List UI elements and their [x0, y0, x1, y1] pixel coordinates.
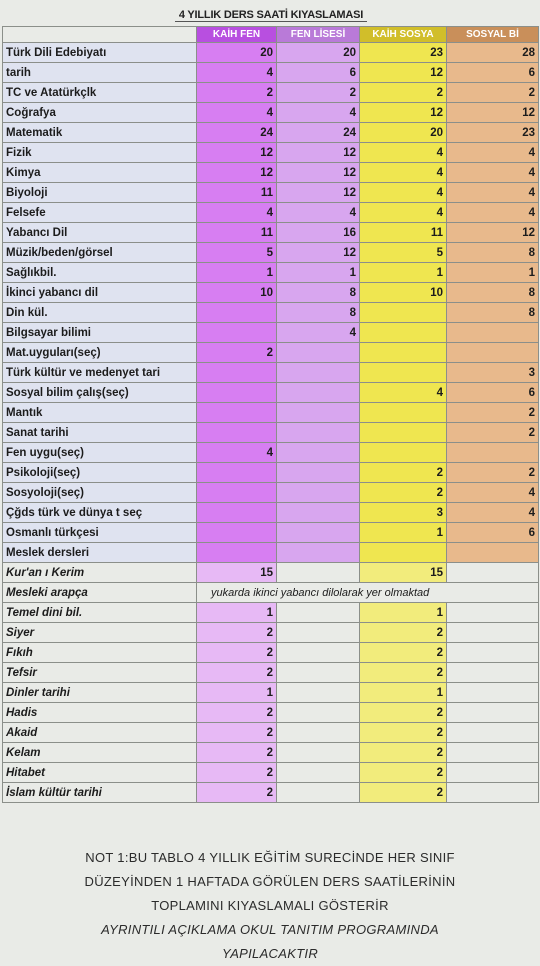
hours-fen-lisesi — [277, 523, 360, 543]
hours-sosyal-bilimler — [447, 743, 539, 763]
course-name: Din kül. — [3, 303, 197, 323]
hours-sosyal-bilimler: 12 — [447, 223, 539, 243]
hours-sosyal-bilimler — [447, 643, 539, 663]
hours-fen-lisesi — [277, 463, 360, 483]
table-row — [3, 183, 539, 203]
spreadsheet — [2, 4, 540, 846]
table-row — [3, 103, 539, 123]
hours-fen-lisesi: 2 — [277, 83, 360, 103]
hours-sosyal-bilimler: 8 — [447, 283, 539, 303]
hours-sosyal-bilimler — [447, 723, 539, 743]
table-row — [3, 583, 539, 603]
hours-kaih-fen: 2 — [197, 623, 277, 643]
hours-kaih-sosyal — [360, 543, 447, 563]
table-row — [3, 483, 539, 503]
course-name: Sanat tarihi — [3, 423, 197, 443]
hours-sosyal-bilimler — [447, 703, 539, 723]
table-row — [3, 723, 539, 743]
hours-sosyal-bilimler: 4 — [447, 503, 539, 523]
hours-kaih-sosyal: 23 — [360, 43, 447, 63]
hours-kaih-sosyal: 2 — [360, 83, 447, 103]
hours-kaih-fen: 2 — [197, 763, 277, 783]
hours-sosyal-bilimler — [447, 443, 539, 463]
hours-kaih-sosyal: 2 — [360, 643, 447, 663]
hours-kaih-sosyal: 1 — [360, 263, 447, 283]
hours-fen-lisesi — [277, 403, 360, 423]
course-name: Fıkıh — [3, 643, 197, 663]
hours-kaih-sosyal: 2 — [360, 703, 447, 723]
table-row — [3, 223, 539, 243]
course-name: Kelam — [3, 743, 197, 763]
hours-kaih-sosyal: 2 — [360, 663, 447, 683]
hours-sosyal-bilimler — [447, 623, 539, 643]
table-row — [3, 323, 539, 343]
hours-fen-lisesi — [277, 703, 360, 723]
course-name: Sosyoloji(seç) — [3, 483, 197, 503]
hours-fen-lisesi — [277, 623, 360, 643]
hours-kaih-sosyal: 3 — [360, 503, 447, 523]
hours-kaih-sosyal: 5 — [360, 243, 447, 263]
table-row — [3, 363, 539, 383]
hours-sosyal-bilimler — [447, 663, 539, 683]
table-title: 4 YILLIK DERS SAATİ KIYASLAMASI — [2, 4, 540, 26]
hours-fen-lisesi — [277, 683, 360, 703]
table-row — [3, 743, 539, 763]
hours-sosyal-bilimler — [447, 603, 539, 623]
course-name: Türk kültür ve medenyet tari — [3, 363, 197, 383]
table-row — [3, 443, 539, 463]
note-line-2: DÜZEYİNDEN 1 HAFTADA GÖRÜLEN DERS SAATİLERİNİN — [84, 874, 456, 889]
hours-kaih-fen: 12 — [197, 163, 277, 183]
course-name: Meslek dersleri — [3, 543, 197, 563]
hours-sosyal-bilimler: 8 — [447, 243, 539, 263]
hours-kaih-sosyal: 2 — [360, 743, 447, 763]
hours-kaih-fen: 11 — [197, 223, 277, 243]
hours-fen-lisesi — [277, 603, 360, 623]
hours-fen-lisesi — [277, 663, 360, 683]
hours-sosyal-bilimler: 12 — [447, 103, 539, 123]
hours-sosyal-bilimler: 4 — [447, 143, 539, 163]
hours-kaih-fen: 4 — [197, 203, 277, 223]
note-line-1: NOT 1:BU TABLO 4 YILLIK EĞİTİM SURECİNDE HER SINIF — [85, 850, 455, 865]
hours-kaih-fen: 4 — [197, 443, 277, 463]
hours-kaih-fen: 2 — [197, 703, 277, 723]
hours-kaih-fen: 20 — [197, 43, 277, 63]
hours-kaih-fen — [197, 523, 277, 543]
course-name: tarih — [3, 63, 197, 83]
hours-kaih-sosyal: 20 — [360, 123, 447, 143]
hours-kaih-sosyal: 12 — [360, 103, 447, 123]
table-row — [3, 623, 539, 643]
hours-sosyal-bilimler — [447, 543, 539, 563]
hours-sosyal-bilimler: 4 — [447, 163, 539, 183]
hours-kaih-sosyal: 2 — [360, 623, 447, 643]
hours-fen-lisesi: 16 — [277, 223, 360, 243]
header-row — [3, 27, 539, 43]
table-row — [3, 543, 539, 563]
hours-fen-lisesi — [277, 343, 360, 363]
hours-sosyal-bilimler — [447, 783, 539, 803]
header-kaih-fen: KAİH FEN — [197, 27, 277, 43]
hours-fen-lisesi — [277, 423, 360, 443]
note-line-4: AYRINTILI AÇIKLAMA OKUL TANITIM PROGRAMINDA — [101, 922, 439, 937]
hours-kaih-fen: 2 — [197, 663, 277, 683]
course-name: Biyoloji — [3, 183, 197, 203]
hours-kaih-fen: 4 — [197, 63, 277, 83]
hours-kaih-sosyal — [360, 303, 447, 323]
course-name: Tefsir — [3, 663, 197, 683]
course-name: Temel dini bil. — [3, 603, 197, 623]
hours-fen-lisesi — [277, 363, 360, 383]
hours-kaih-sosyal — [360, 323, 447, 343]
course-name: Bilgsayar bilimi — [3, 323, 197, 343]
hours-kaih-fen — [197, 323, 277, 343]
hours-kaih-sosyal: 4 — [360, 203, 447, 223]
hours-sosyal-bilimler: 2 — [447, 463, 539, 483]
hours-kaih-sosyal — [360, 343, 447, 363]
hours-kaih-sosyal — [360, 423, 447, 443]
table-row — [3, 523, 539, 543]
course-name: Müzik/beden/görsel — [3, 243, 197, 263]
hours-kaih-fen — [197, 543, 277, 563]
table-row — [3, 783, 539, 803]
hours-kaih-fen: 4 — [197, 103, 277, 123]
course-name: Dinler tarihi — [3, 683, 197, 703]
hours-kaih-fen: 11 — [197, 183, 277, 203]
table-row — [3, 383, 539, 403]
hours-kaih-fen: 15 — [197, 563, 277, 583]
course-name: Siyer — [3, 623, 197, 643]
hours-sosyal-bilimler: 6 — [447, 523, 539, 543]
hours-kaih-sosyal: 2 — [360, 783, 447, 803]
hours-sosyal-bilimler: 2 — [447, 403, 539, 423]
hours-fen-lisesi — [277, 763, 360, 783]
table-row — [3, 503, 539, 523]
hours-fen-lisesi — [277, 503, 360, 523]
course-name: Hitabet — [3, 763, 197, 783]
hours-sosyal-bilimler: 3 — [447, 363, 539, 383]
table-row — [3, 563, 539, 583]
course-name: Fizik — [3, 143, 197, 163]
table-row — [3, 643, 539, 663]
hours-fen-lisesi: 12 — [277, 183, 360, 203]
course-name: Psikoloji(seç) — [3, 463, 197, 483]
table-body — [3, 27, 539, 803]
course-name: Sosyal bilim çalış(seç) — [3, 383, 197, 403]
hours-kaih-fen — [197, 463, 277, 483]
table-row — [3, 123, 539, 143]
hours-kaih-sosyal: 10 — [360, 283, 447, 303]
hours-fen-lisesi — [277, 643, 360, 663]
hours-sosyal-bilimler — [447, 323, 539, 343]
table-row — [3, 83, 539, 103]
table-row — [3, 603, 539, 623]
hours-sosyal-bilimler: 23 — [447, 123, 539, 143]
header-fen-lisesi: FEN LİSESİ — [277, 27, 360, 43]
hours-fen-lisesi: 4 — [277, 323, 360, 343]
hours-fen-lisesi — [277, 783, 360, 803]
course-name: Matematik — [3, 123, 197, 143]
hours-fen-lisesi — [277, 543, 360, 563]
hours-kaih-sosyal: 4 — [360, 383, 447, 403]
hours-sosyal-bilimler — [447, 563, 539, 583]
hours-fen-lisesi: 12 — [277, 243, 360, 263]
course-name: Hadis — [3, 703, 197, 723]
table-row — [3, 203, 539, 223]
hours-sosyal-bilimler: 6 — [447, 383, 539, 403]
table-row — [3, 143, 539, 163]
course-name: Türk Dili Edebiyatı — [3, 43, 197, 63]
hours-kaih-sosyal: 1 — [360, 603, 447, 623]
hours-kaih-sosyal: 1 — [360, 683, 447, 703]
arapca-note: yukarda ikinci yabancı dilolarak yer olmaktad — [197, 583, 539, 603]
hours-kaih-fen — [197, 383, 277, 403]
hours-fen-lisesi — [277, 443, 360, 463]
hours-fen-lisesi — [277, 483, 360, 503]
table-row — [3, 263, 539, 283]
hours-kaih-sosyal: 2 — [360, 723, 447, 743]
hours-kaih-sosyal: 2 — [360, 483, 447, 503]
table-row — [3, 463, 539, 483]
hours-sosyal-bilimler — [447, 343, 539, 363]
note-line-3: TOPLAMINI KIYASLAMALI GÖSTERİR — [151, 898, 389, 913]
hours-sosyal-bilimler: 28 — [447, 43, 539, 63]
hours-kaih-fen — [197, 423, 277, 443]
hours-kaih-sosyal — [360, 443, 447, 463]
header-corner — [3, 27, 197, 43]
hours-fen-lisesi — [277, 383, 360, 403]
hours-kaih-sosyal: 2 — [360, 463, 447, 483]
hours-fen-lisesi: 8 — [277, 303, 360, 323]
hours-kaih-fen: 2 — [197, 643, 277, 663]
hours-kaih-fen: 5 — [197, 243, 277, 263]
hours-fen-lisesi — [277, 723, 360, 743]
hours-kaih-sosyal: 4 — [360, 163, 447, 183]
header-sosyal-bilimler: SOSYAL Bİ — [447, 27, 539, 43]
course-name: Fen uygu(seç) — [3, 443, 197, 463]
course-name: Kimya — [3, 163, 197, 183]
hours-kaih-fen: 24 — [197, 123, 277, 143]
course-name: TC ve Atatürkçlk — [3, 83, 197, 103]
hours-kaih-fen: 1 — [197, 603, 277, 623]
hours-kaih-fen: 2 — [197, 743, 277, 763]
hours-sosyal-bilimler — [447, 763, 539, 783]
hours-fen-lisesi: 12 — [277, 163, 360, 183]
hours-fen-lisesi: 6 — [277, 63, 360, 83]
course-name: Osmanlı türkçesi — [3, 523, 197, 543]
hours-kaih-fen — [197, 503, 277, 523]
course-name: Felsefe — [3, 203, 197, 223]
course-name: Sağlıkbil. — [3, 263, 197, 283]
course-name: Çğds türk ve dünya t seç — [3, 503, 197, 523]
hours-fen-lisesi: 4 — [277, 103, 360, 123]
hours-kaih-sosyal: 11 — [360, 223, 447, 243]
hours-sosyal-bilimler: 4 — [447, 483, 539, 503]
hours-kaih-fen — [197, 363, 277, 383]
table-row — [3, 763, 539, 783]
hours-kaih-sosyal: 1 — [360, 523, 447, 543]
hours-sosyal-bilimler: 8 — [447, 303, 539, 323]
course-name: Yabancı Dil — [3, 223, 197, 243]
footnote — [0, 846, 540, 966]
comparison-table — [2, 26, 539, 803]
table-row — [3, 663, 539, 683]
hours-kaih-fen: 1 — [197, 263, 277, 283]
hours-fen-lisesi — [277, 743, 360, 763]
course-name: Mesleki arapça — [3, 583, 197, 603]
table-row — [3, 423, 539, 443]
hours-kaih-sosyal — [360, 403, 447, 423]
table-row — [3, 43, 539, 63]
hours-kaih-fen: 2 — [197, 83, 277, 103]
table-row — [3, 703, 539, 723]
course-name: İslam kültür tarihi — [3, 783, 197, 803]
course-name: Kur'an ı Kerim — [3, 563, 197, 583]
table-row — [3, 163, 539, 183]
hours-fen-lisesi: 8 — [277, 283, 360, 303]
course-name: Mat.uyguları(seç) — [3, 343, 197, 363]
hours-kaih-sosyal: 2 — [360, 763, 447, 783]
header-kaih-sosyal: KAİH SOSYA — [360, 27, 447, 43]
hours-kaih-sosyal: 15 — [360, 563, 447, 583]
course-name: Mantık — [3, 403, 197, 423]
hours-kaih-sosyal: 4 — [360, 143, 447, 163]
hours-fen-lisesi: 1 — [277, 263, 360, 283]
hours-sosyal-bilimler: 1 — [447, 263, 539, 283]
hours-sosyal-bilimler: 4 — [447, 203, 539, 223]
hours-fen-lisesi: 4 — [277, 203, 360, 223]
hours-fen-lisesi — [277, 563, 360, 583]
hours-sosyal-bilimler: 2 — [447, 423, 539, 443]
course-name: Akaid — [3, 723, 197, 743]
course-name: İkinci yabancı dil — [3, 283, 197, 303]
hours-kaih-fen: 12 — [197, 143, 277, 163]
hours-kaih-fen: 2 — [197, 723, 277, 743]
table-row — [3, 283, 539, 303]
table-row — [3, 243, 539, 263]
hours-kaih-fen: 1 — [197, 683, 277, 703]
hours-kaih-fen — [197, 403, 277, 423]
hours-kaih-fen — [197, 303, 277, 323]
table-row — [3, 403, 539, 423]
hours-fen-lisesi: 24 — [277, 123, 360, 143]
hours-kaih-fen — [197, 483, 277, 503]
table-row — [3, 683, 539, 703]
hours-kaih-fen: 2 — [197, 343, 277, 363]
hours-kaih-sosyal: 4 — [360, 183, 447, 203]
hours-kaih-fen: 10 — [197, 283, 277, 303]
note-line-5: YAPILACAKTIR — [221, 946, 319, 961]
hours-fen-lisesi: 20 — [277, 43, 360, 63]
hours-sosyal-bilimler: 2 — [447, 83, 539, 103]
table-row — [3, 343, 539, 363]
hours-kaih-sosyal — [360, 363, 447, 383]
hours-sosyal-bilimler: 6 — [447, 63, 539, 83]
hours-kaih-sosyal: 12 — [360, 63, 447, 83]
hours-fen-lisesi: 12 — [277, 143, 360, 163]
course-name: Coğrafya — [3, 103, 197, 123]
hours-kaih-fen: 2 — [197, 783, 277, 803]
table-row — [3, 303, 539, 323]
hours-sosyal-bilimler — [447, 683, 539, 703]
hours-sosyal-bilimler: 4 — [447, 183, 539, 203]
table-row — [3, 63, 539, 83]
